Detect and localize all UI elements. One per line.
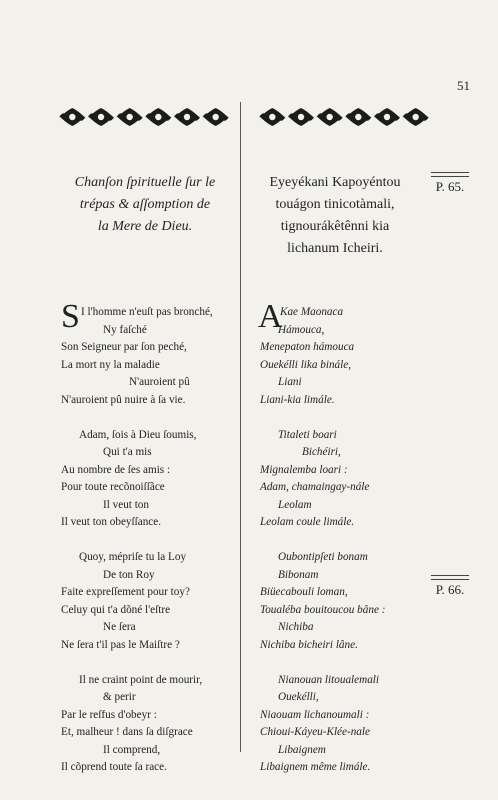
margin-ref-p66: [431, 575, 469, 598]
verse-line: Nianouan litoualemali: [278, 673, 379, 686]
verse-line: & perir: [103, 691, 136, 703]
verse-line: Ouekélli,: [278, 691, 319, 703]
right-title: [255, 172, 415, 260]
fleuron-ornament: [375, 108, 400, 126]
fleuron-ornament: [289, 108, 314, 126]
drop-cap-a: A: [258, 298, 283, 335]
left-verse: [61, 304, 236, 777]
verse-line: Nichiba bicheiri lâne.: [260, 638, 358, 651]
fleuron-ornament: [203, 108, 228, 126]
right-verse-lines: [260, 322, 435, 777]
verse-line: De ton Roy: [103, 568, 155, 581]
verse-line: Par le reſfus d'obeyr :: [61, 708, 157, 721]
margin-ref-label: P. 65.: [435, 179, 465, 194]
fleuron-ornament: [175, 108, 200, 126]
verse-line: Biüecabouli loman,: [260, 586, 348, 598]
verse-line: Il cõprend toute ſa race.: [61, 761, 167, 773]
verse-line: Il ne craint point de mourir,: [79, 673, 203, 686]
verse-line: Nichiba: [278, 621, 314, 633]
verse-line: Oubontipſeti bonam: [278, 551, 368, 563]
verse-line: Bichéiri,: [302, 446, 341, 458]
verse-line: Son Seigneur par ſon peché,: [61, 341, 187, 353]
right-title-line: touágon tinicotàmali,: [275, 197, 395, 212]
verse-line: Liani-kia limále.: [260, 393, 335, 406]
verse-line: Ne ſera t'il pas le Maiſtre ?: [61, 638, 180, 651]
verse-line: Adam, chamaingay-nále: [260, 481, 370, 493]
verse-line: Libaignem même limále.: [260, 761, 371, 773]
verse-line: Il veut ton: [103, 498, 149, 511]
verse-line: Celuy qui t'a dõné l'eſtre: [61, 603, 171, 616]
verse-line: Et, malheur ! dans ſa diſgrace: [61, 726, 193, 738]
verse-line: Il veut ton obeyſſance.: [61, 516, 162, 528]
fleuron-ornament: [117, 108, 142, 126]
drop-cap-s: S: [61, 298, 80, 335]
right-verse: [260, 304, 435, 777]
verse-line: Leolam: [278, 498, 312, 511]
verse-line: Il comprend,: [103, 743, 161, 756]
verse-line: Bibonam: [278, 568, 319, 581]
margin-ref-label: P. 66.: [435, 582, 465, 597]
verse-line: Liani: [278, 376, 302, 388]
fleuron-ornament: [403, 108, 428, 126]
margin-rule: [431, 575, 469, 580]
verse-line: Quoy, mépriſe tu la Loy: [79, 551, 187, 563]
verse-line: Chioui-Káyeu-Klée-nale: [260, 726, 370, 738]
page-number: 51: [457, 78, 470, 93]
verse-line: Menepaton hámouca: [260, 341, 355, 353]
verse-line: Pour toute recõnoiſſãce: [61, 481, 165, 493]
margin-ref-p65: [431, 172, 469, 195]
right-title-line: tignourákêtênni kia: [280, 219, 390, 234]
right-title-line: lichanum Icheiri.: [287, 241, 383, 256]
fleuron-ornament: [60, 108, 85, 126]
left-verse-lines: [61, 322, 236, 777]
margin-rule: [431, 172, 469, 177]
left-title-line: trépas & aſſomption de: [79, 197, 211, 212]
left-title: [60, 172, 230, 238]
verse-line: N'auroient pû: [129, 376, 190, 388]
stanza-break: [61, 654, 236, 672]
fleuron-ornament: [260, 108, 285, 126]
verse-line: Mignalemba loari :: [260, 463, 348, 476]
verse-line: Faite expreſſement pour toy?: [61, 586, 190, 598]
verse-line: N'auroient pû nuire à ſa vie.: [61, 393, 186, 406]
fleuron-ornament: [89, 108, 114, 126]
left-title-line: Chanſon ſpirituelle ſur le: [74, 175, 216, 190]
verse-line: Ne ſera: [103, 621, 136, 633]
fleuron-ornament: [346, 108, 371, 126]
column-divider: [240, 102, 241, 752]
right-ornament-band: [258, 105, 430, 129]
stanza-break: [260, 532, 435, 550]
verse-line: Adam, ſois à Dieu ſoumis,: [79, 428, 197, 441]
left-ornament-band: [58, 105, 230, 129]
left-title-line: la Mere de Dieu.: [97, 219, 193, 234]
verse-line: Kae Maonaca: [280, 306, 344, 318]
stanza-break: [61, 409, 236, 427]
verse-line: I l'homme n'euſt pas bronché,: [81, 306, 213, 318]
verse-line: Ny faſché: [103, 323, 147, 336]
stanza-break: [260, 409, 435, 427]
stanza-break: [260, 654, 435, 672]
verse-line: La mort ny la maladie: [61, 358, 160, 371]
verse-line: Qui t'a mis: [103, 446, 152, 458]
verse-line: Titaleti boari: [278, 428, 337, 441]
verse-line: Niaouam lichanoumali :: [260, 708, 370, 721]
stanza-break: [61, 532, 236, 550]
verse-line: Au nombre de ſes amis :: [61, 463, 171, 476]
verse-line: Hámouca,: [278, 323, 325, 336]
fleuron-ornament: [146, 108, 171, 126]
verse-line: Libaignem: [278, 743, 326, 756]
fleuron-ornament: [317, 108, 342, 126]
verse-line: Toualéba bouitoucou bâne :: [260, 603, 386, 616]
verse-line: Ouekélli lika binále,: [260, 358, 352, 371]
right-title-line: Eyeyékani Kapoyéntou: [269, 175, 401, 190]
verse-line: Leolam coule limále.: [260, 516, 355, 528]
